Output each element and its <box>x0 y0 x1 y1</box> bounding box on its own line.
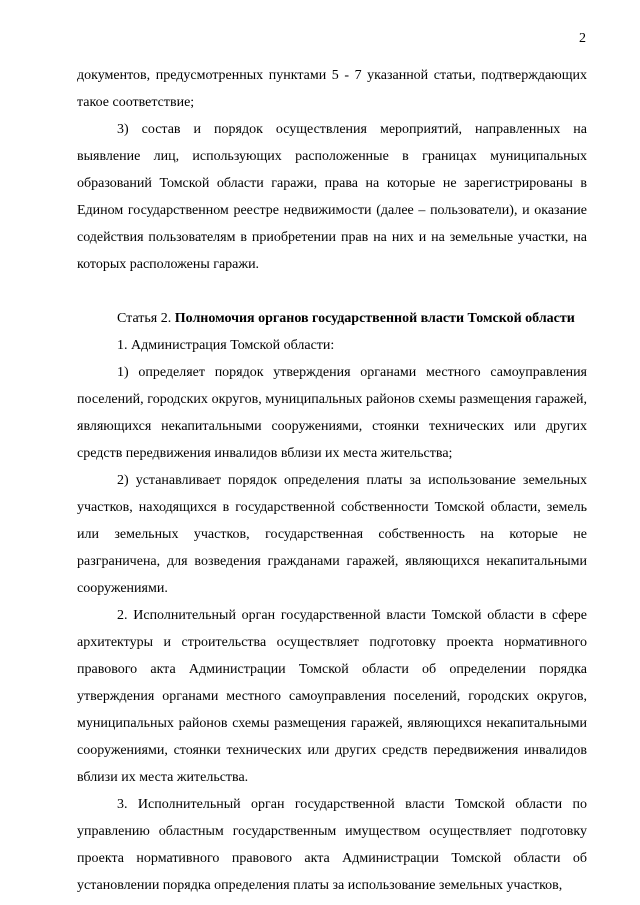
page-number: 2 <box>579 31 586 46</box>
paragraph-subclause-2: 2) устанавливает порядок определения платы за использование земельных участков, находящихся в государственной собственности Томской области, земель или земельных участков, государственная собственность на которые не разграничена, для возведения гражданами гаражей, являющихся некапитальными сооружениями. <box>77 473 587 596</box>
paragraph-clause-3: 3. Исполнительный орган государственной власти Томской области по управлению областным государственным имуществом осуществляет подготовку проекта нормативного правового акта Администрации Томской области об установлении порядка определения платы за использование земельных участков, <box>77 797 587 893</box>
paragraph-subclause-1: 1) определяет порядок утверждения органами местного самоуправления поселений, городских округов, муниципальных районов схемы размещения гаражей, являющихся некапитальными сооружениями, стоянки технических или других средств передвижения инвалидов вблизи их места жительства; <box>77 365 587 461</box>
paragraph-continuation: документов, предусмотренных пунктами 5 - 7 указанной статьи, подтверждающих такое соответствие; <box>77 68 587 110</box>
article-title: Полномочия органов государственной власти Томской области <box>174 311 575 326</box>
paragraph-clause-2: 2. Исполнительный орган государственной власти Томской области в сфере архитектуры и строительства осуществляет подготовку проекта нормативного правового акта Администрации Томской области об определении порядка утверждения органами местного самоуправления поселений, городских округов, муниципальных районов схемы размещения гаражей, являющихся некапитальными сооружениями, стоянки технических или других средств передвижения инвалидов вблизи их места жительства. <box>77 608 587 785</box>
section-gap <box>77 278 587 305</box>
paragraph-item-3: 3) состав и порядок осуществления мероприятий, направленных на выявление лиц, использующих расположенные в границах муниципальных образований Томской области гаражи, права на которые не зарегистрированы в Едином государственном реестре недвижимости (далее – пользователи), и оказание содействия пользователям в приобретении прав на них и на земельные участки, на которых расположены гаражи. <box>77 122 587 272</box>
article-heading <box>77 305 587 332</box>
paragraph-clause-1: 1. Администрация Томской области: <box>117 338 335 353</box>
article-number: Статья 2. <box>117 311 172 326</box>
document-body <box>77 62 587 899</box>
